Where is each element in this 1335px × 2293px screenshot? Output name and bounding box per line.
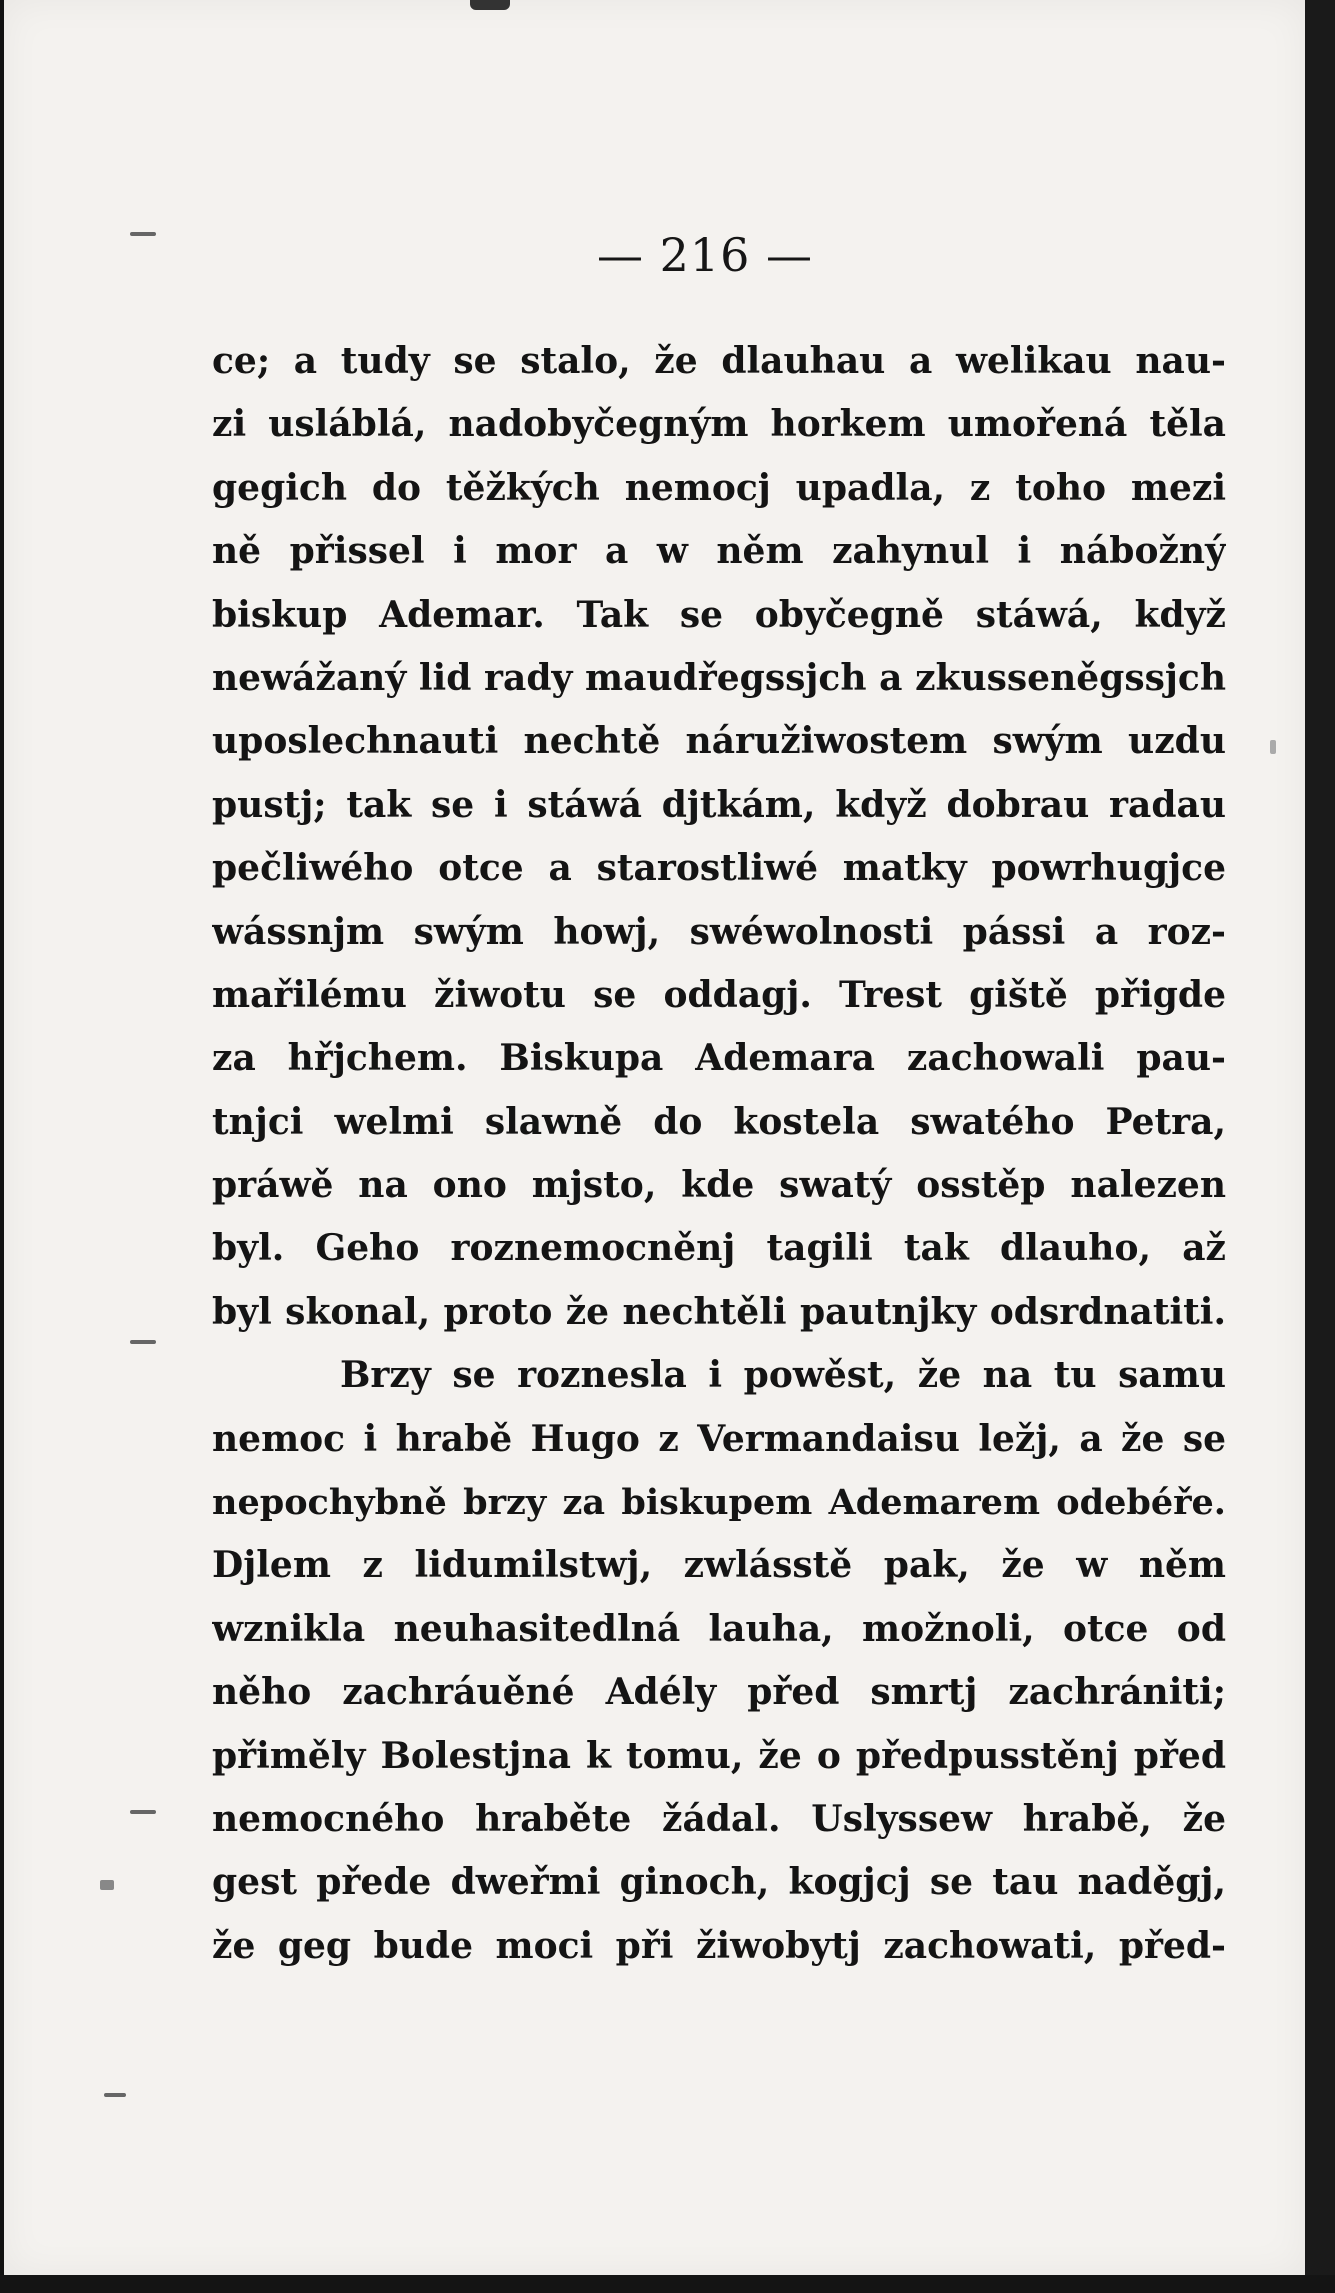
ink-blot [470,0,510,10]
margin-mark [130,1810,156,1814]
margin-mark [130,1340,156,1344]
text-line: nemocného hraběte žádal. Uslyssew hrabě, že [212,1797,1226,1840]
scan-bottom-edge [0,2275,1335,2293]
margin-mark [100,1880,114,1890]
margin-mark [104,2093,126,2097]
text-line: za hřjchem. Biskupa Ademara zachowali pau- [212,1037,1226,1080]
text-line: něho zachráuěné Adély před smrtj zachrániti; [212,1671,1226,1714]
text-line: pečliwého otce a starostliwé matky powrhugjce [212,847,1226,890]
body-text [212,330,1226,1978]
text-line: nepochybně brzy za biskupem Ademarem odebéře. [212,1482,1226,1524]
margin-mark [1270,740,1276,754]
margin-mark [130,232,156,236]
text-line: wássnjm swým howj, swéwolnosti pássi a roz- [212,910,1226,953]
page-number: — 216 — [596,228,814,282]
text-line: tnjci welmi slawně do kostela swatého Petra, [212,1100,1226,1143]
text-line: mařilému žiwotu se oddagj. Trest giště přigde [212,973,1226,1016]
scan-right-edge [1305,0,1335,2293]
text-line: Djlem z lidumilstwj, zwlásstě pak, že w něm [212,1544,1226,1587]
text-line: přiměly Bolestjna k tomu, že o předpusstěnj před [212,1734,1226,1777]
text-line: uposlechnauti nechtě náružiwostem swým uzdu [212,720,1226,763]
text-line: ce; a tudy se stalo, že dlauhau a welikau nau- [212,340,1226,382]
text-line: biskup Ademar. Tak se obyčegně stáwá, když [212,593,1226,636]
text-line: práwě na ono mjsto, kde swatý osstěp nalezen [212,1164,1226,1207]
text-line: byl. Geho roznemocněnj tagili tak dlauho, až [212,1227,1226,1270]
text-line: newážaný lid rady maudřegssjch a zkusseněgssjch [212,656,1226,699]
text-line: zi usláblá, nadobyčegným horkem umořená těla [212,403,1226,446]
text-line: gest přede dweřmi ginoch, kogjcj se tau naděgj, [212,1861,1226,1904]
text-line: byl skonal, proto že nechtěli pautnjky odsrdnatiti. [212,1290,1226,1333]
text-line: wznikla neuhasitedlná lauha, možnoli, otce od [212,1607,1226,1650]
text-line: ně přissel i mor a w něm zahynul i nábožný [212,530,1226,573]
text-line: pustj; tak se i stáwá djtkám, když dobrau radau [212,783,1226,826]
text-line: že geg bude moci při žiwobytj zachowati, před- [212,1924,1226,1967]
text-line: nemoc i hrabě Hugo z Vermandaisu ležj, a že se [212,1417,1226,1460]
text-line: Brzy se roznesla i powěst, že na tu samu [340,1354,1226,1397]
text-line: gegich do těžkých nemocj upadla, z toho mezi [212,466,1226,509]
